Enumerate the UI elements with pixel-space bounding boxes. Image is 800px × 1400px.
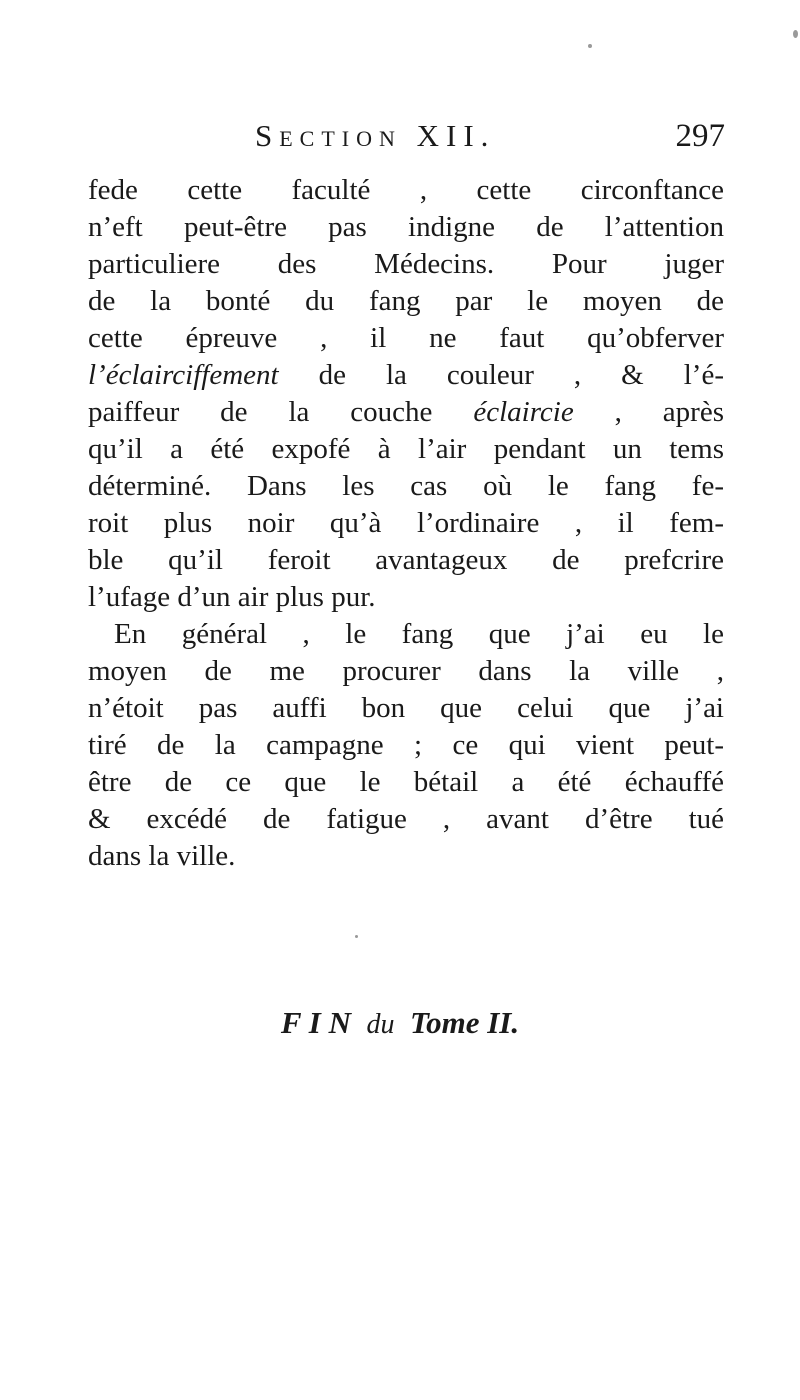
text-line: qu’il a été expofé à l’air pendant un tems bbox=[88, 433, 724, 465]
text-line: & excédé de fatigue , avant d’être tué bbox=[88, 803, 724, 835]
text-line: roit plus noir qu’à l’ordinaire , il fem- bbox=[88, 507, 724, 539]
text-fragment: de la couleur , & l’é- bbox=[278, 359, 724, 391]
closing-line bbox=[0, 1005, 800, 1041]
text-line: fede cette faculté , cette circonftance bbox=[88, 174, 724, 206]
text-fragment: , après bbox=[573, 396, 724, 428]
tome-label: Tome II. bbox=[409, 1005, 520, 1040]
text-fragment: paiffeur de la couche bbox=[88, 396, 433, 428]
text-line: cette épreuve , il ne faut qu’obferver bbox=[88, 322, 724, 354]
text-line-with-italic bbox=[88, 357, 724, 394]
paper-speck bbox=[793, 30, 798, 38]
du-label: du bbox=[366, 1009, 395, 1040]
text-line: dans la ville. bbox=[88, 840, 236, 872]
text-line: n’eft peut-être pas indigne de l’attention bbox=[88, 211, 724, 243]
text-line-with-italic bbox=[88, 394, 724, 431]
section-title: Section XII. bbox=[255, 118, 496, 153]
fin-label: F I N bbox=[280, 1005, 351, 1040]
body-text bbox=[88, 172, 724, 875]
text-line: ble qu’il feroit avantageux de prefcrire bbox=[88, 544, 724, 576]
text-line: déterminé. Dans les cas où le fang fe- bbox=[88, 470, 724, 502]
text-line: l’ufage d’un air plus pur. bbox=[88, 581, 376, 613]
text-line: être de ce que le bétail a été échauffé bbox=[88, 766, 724, 798]
italic-term: l’éclairciffement bbox=[88, 359, 279, 391]
text-line: moyen de me procurer dans la ville , bbox=[88, 655, 724, 687]
italic-term: éclaircie bbox=[473, 396, 574, 428]
text-line: de la bonté du fang par le moyen de bbox=[88, 285, 724, 317]
paper-speck bbox=[355, 935, 358, 938]
page-number: 297 bbox=[675, 118, 725, 154]
text-line: En général , le fang que j’ai eu le bbox=[114, 618, 724, 650]
paper-speck bbox=[588, 44, 592, 48]
text-line: n’étoit pas auffi bon que celui que j’ai bbox=[88, 692, 724, 724]
text-line: particuliere des Médecins. Pour juger bbox=[88, 248, 724, 280]
running-head bbox=[255, 118, 725, 166]
text-line: tiré de la campagne ; ce qui vient peut- bbox=[88, 729, 724, 761]
